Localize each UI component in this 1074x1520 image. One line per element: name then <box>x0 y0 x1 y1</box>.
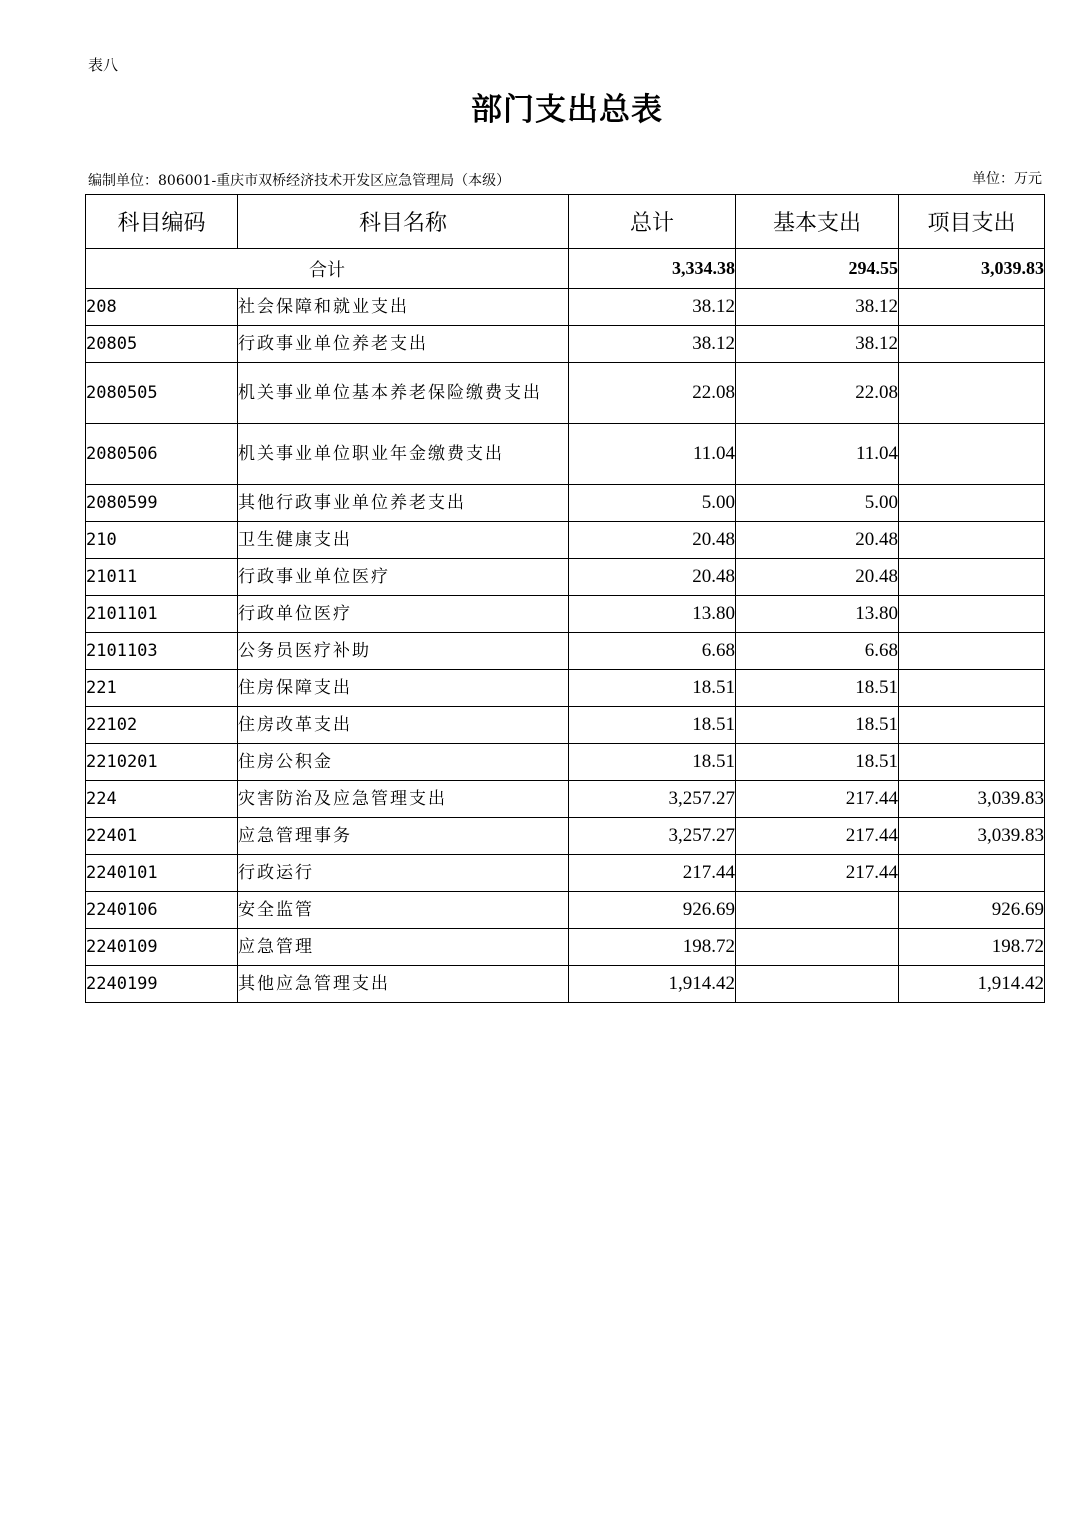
cell-project <box>899 424 1045 485</box>
cell-code: 210 <box>86 522 238 559</box>
total-label: 合计 <box>86 249 569 289</box>
cell-basic: 22.08 <box>736 363 899 424</box>
cell-basic: 38.12 <box>736 289 899 326</box>
cell-basic: 217.44 <box>736 855 899 892</box>
cell-code: 221 <box>86 670 238 707</box>
table-row <box>86 326 1045 363</box>
cell-total: 22.08 <box>569 363 736 424</box>
cell-name: 公务员医疗补助 <box>238 633 569 670</box>
cell-code: 2210201 <box>86 744 238 781</box>
table-row <box>86 670 1045 707</box>
cell-total: 5.00 <box>569 485 736 522</box>
table-row <box>86 363 1045 424</box>
col-header-name: 科目名称 <box>238 195 569 249</box>
table-row <box>86 744 1045 781</box>
cell-name: 机关事业单位职业年金缴费支出 <box>238 424 569 485</box>
cell-basic: 20.48 <box>736 522 899 559</box>
cell-basic: 18.51 <box>736 707 899 744</box>
cell-project: 1,914.42 <box>899 966 1045 1003</box>
expenditure-table <box>85 194 1045 1003</box>
cell-basic: 217.44 <box>736 781 899 818</box>
cell-code: 2080505 <box>86 363 238 424</box>
table-row <box>86 633 1045 670</box>
cell-name: 应急管理 <box>238 929 569 966</box>
cell-project <box>899 289 1045 326</box>
cell-name: 行政运行 <box>238 855 569 892</box>
total-total: 3,334.38 <box>569 249 736 289</box>
table-row <box>86 855 1045 892</box>
cell-basic: 6.68 <box>736 633 899 670</box>
cell-basic <box>736 966 899 1003</box>
cell-basic: 11.04 <box>736 424 899 485</box>
table-row <box>86 559 1045 596</box>
cell-total: 217.44 <box>569 855 736 892</box>
cell-total: 1,914.42 <box>569 966 736 1003</box>
cell-basic: 5.00 <box>736 485 899 522</box>
col-header-code: 科目编码 <box>86 195 238 249</box>
cell-name: 行政事业单位医疗 <box>238 559 569 596</box>
cell-project <box>899 707 1045 744</box>
table-row <box>86 966 1045 1003</box>
cell-name: 应急管理事务 <box>238 818 569 855</box>
cell-project: 3,039.83 <box>899 781 1045 818</box>
cell-code: 2101103 <box>86 633 238 670</box>
cell-project <box>899 522 1045 559</box>
cell-total: 18.51 <box>569 707 736 744</box>
cell-name: 行政单位医疗 <box>238 596 569 633</box>
cell-name: 行政事业单位养老支出 <box>238 326 569 363</box>
cell-total: 18.51 <box>569 744 736 781</box>
cell-project <box>899 744 1045 781</box>
cell-name: 灾害防治及应急管理支出 <box>238 781 569 818</box>
cell-total: 3,257.27 <box>569 818 736 855</box>
cell-basic: 38.12 <box>736 326 899 363</box>
cell-code: 20805 <box>86 326 238 363</box>
cell-basic <box>736 892 899 929</box>
cell-basic: 18.51 <box>736 744 899 781</box>
table-row <box>86 289 1045 326</box>
table-row <box>86 596 1045 633</box>
cell-name: 社会保障和就业支出 <box>238 289 569 326</box>
col-header-total: 总计 <box>569 195 736 249</box>
table-row <box>86 424 1045 485</box>
cell-project: 198.72 <box>899 929 1045 966</box>
cell-code: 2080599 <box>86 485 238 522</box>
cell-project <box>899 670 1045 707</box>
cell-total: 13.80 <box>569 596 736 633</box>
unit-label: 单位：万元 <box>972 171 1042 187</box>
header-row <box>86 195 1045 249</box>
cell-project <box>899 633 1045 670</box>
col-header-basic: 基本支出 <box>736 195 899 249</box>
cell-code: 208 <box>86 289 238 326</box>
table-id: 表八 <box>88 56 119 74</box>
cell-code: 2240199 <box>86 966 238 1003</box>
cell-basic <box>736 929 899 966</box>
cell-total: 38.12 <box>569 289 736 326</box>
cell-project <box>899 363 1045 424</box>
cell-code: 2101101 <box>86 596 238 633</box>
cell-code: 22102 <box>86 707 238 744</box>
cell-basic: 13.80 <box>736 596 899 633</box>
cell-basic: 20.48 <box>736 559 899 596</box>
cell-total: 20.48 <box>569 559 736 596</box>
page-title: 部门支出总表 <box>471 92 663 128</box>
col-header-project: 项目支出 <box>899 195 1045 249</box>
cell-basic: 18.51 <box>736 670 899 707</box>
cell-total: 38.12 <box>569 326 736 363</box>
cell-code: 2080506 <box>86 424 238 485</box>
cell-project: 926.69 <box>899 892 1045 929</box>
table-row <box>86 485 1045 522</box>
cell-code: 2240101 <box>86 855 238 892</box>
table-row <box>86 892 1045 929</box>
cell-project <box>899 485 1045 522</box>
org-label: 编制单位：806001-重庆市双桥经济技术开发区应急管理局（本级） <box>88 173 511 189</box>
cell-code: 21011 <box>86 559 238 596</box>
cell-code: 224 <box>86 781 238 818</box>
table-row <box>86 707 1045 744</box>
cell-name: 住房改革支出 <box>238 707 569 744</box>
table-row <box>86 781 1045 818</box>
cell-name: 安全监管 <box>238 892 569 929</box>
total-basic: 294.55 <box>736 249 899 289</box>
cell-name: 卫生健康支出 <box>238 522 569 559</box>
cell-total: 18.51 <box>569 670 736 707</box>
cell-total: 11.04 <box>569 424 736 485</box>
cell-basic: 217.44 <box>736 818 899 855</box>
table-row <box>86 522 1045 559</box>
cell-name: 机关事业单位基本养老保险缴费支出 <box>238 363 569 424</box>
cell-name: 住房保障支出 <box>238 670 569 707</box>
cell-project <box>899 855 1045 892</box>
cell-project <box>899 326 1045 363</box>
cell-code: 22401 <box>86 818 238 855</box>
cell-total: 926.69 <box>569 892 736 929</box>
cell-code: 2240109 <box>86 929 238 966</box>
cell-name: 其他应急管理支出 <box>238 966 569 1003</box>
total-project: 3,039.83 <box>899 249 1045 289</box>
cell-project <box>899 596 1045 633</box>
table-row <box>86 818 1045 855</box>
cell-total: 3,257.27 <box>569 781 736 818</box>
cell-project <box>899 559 1045 596</box>
cell-total: 20.48 <box>569 522 736 559</box>
cell-total: 6.68 <box>569 633 736 670</box>
cell-name: 其他行政事业单位养老支出 <box>238 485 569 522</box>
table-row <box>86 929 1045 966</box>
cell-total: 198.72 <box>569 929 736 966</box>
cell-project: 3,039.83 <box>899 818 1045 855</box>
total-row <box>86 249 1045 289</box>
cell-name: 住房公积金 <box>238 744 569 781</box>
cell-code: 2240106 <box>86 892 238 929</box>
